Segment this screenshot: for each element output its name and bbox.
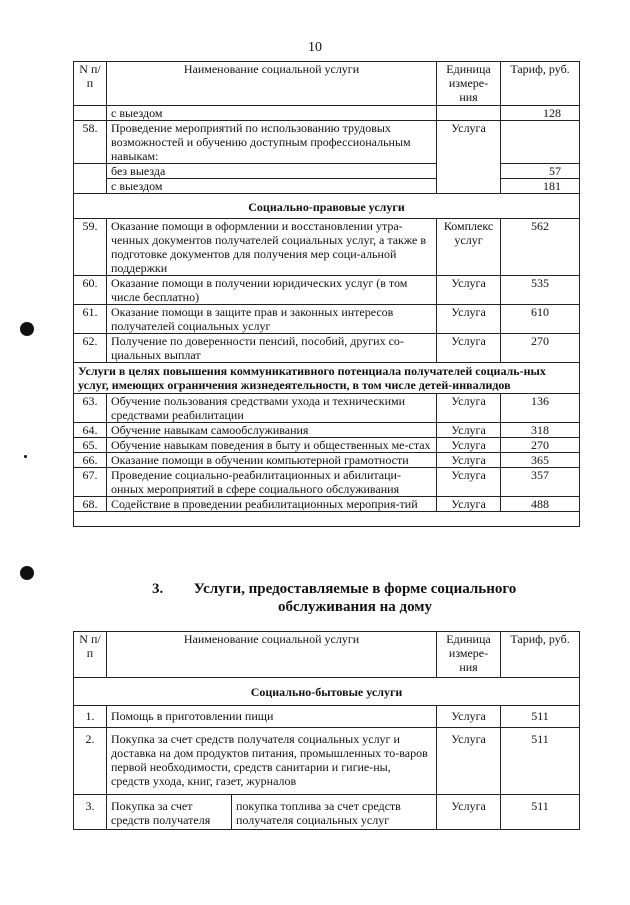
row-name: Проведение мероприятий по использованию трудовых возможностей и обучению доступным профессиональным навыкам: <box>107 121 437 164</box>
row-unit: Услуга <box>437 706 501 728</box>
row-number: 2. <box>74 728 107 795</box>
row-number: 66. <box>74 453 107 468</box>
row-number: 68. <box>74 497 107 512</box>
row-tariff: 128 <box>501 106 580 121</box>
row-name: Содействие в проведении реабилитационных мероприя-тий <box>107 497 437 512</box>
table-row <box>74 423 580 438</box>
row-name: Оказание помощи в получении юридических услуг (в том числе бесплатно) <box>107 276 437 305</box>
row-name: Обучение пользования средствами ухода и техническими средствами реабилитации <box>107 394 437 423</box>
row-tariff: 488 <box>501 497 580 512</box>
section-number: 3. <box>152 581 164 597</box>
row-number <box>74 164 107 179</box>
row-tariff: 181 <box>501 179 580 194</box>
row-name: Оказание помощи в обучении компьютерной грамотности <box>107 453 437 468</box>
table-row <box>74 728 580 795</box>
row-number: 61. <box>74 305 107 334</box>
row-tariff: 562 <box>501 219 580 276</box>
row-number: 58. <box>74 121 107 164</box>
header-number: N п/п <box>74 632 107 678</box>
row-name: Проведение социально-реабилитационных и абилитаци-онных мероприятий в сфере социального обслуживания <box>107 468 437 497</box>
row-number: 62. <box>74 334 107 363</box>
table-header-row <box>74 632 580 678</box>
scan-speck <box>24 455 27 458</box>
empty-cell <box>74 512 580 527</box>
row-name: Обучение навыкам самообслуживания <box>107 423 437 438</box>
row-unit: Услуга <box>437 468 501 497</box>
table-row <box>74 121 580 164</box>
row-tariff: 511 <box>501 706 580 728</box>
row-name-left: Покупка за счет средств получателя <box>107 795 232 830</box>
header-unit: Единица измере-ния <box>437 62 501 106</box>
row-name: с выездом <box>107 106 437 121</box>
page-number: 10 <box>308 40 322 55</box>
row-unit: Услуга <box>437 394 501 423</box>
row-tariff: 136 <box>501 394 580 423</box>
row-unit: Услуга <box>437 453 501 468</box>
row-tariff: 511 <box>501 728 580 795</box>
table-row <box>74 305 580 334</box>
row-unit: Услуга <box>437 438 501 453</box>
row-number: 64. <box>74 423 107 438</box>
row-number: 60. <box>74 276 107 305</box>
row-name: без выезда <box>107 164 437 179</box>
row-tariff: 511 <box>501 795 580 830</box>
row-name: Оказание помощи в оформлении и восстановлении утра-ченных документов получателей социальных услуг, а также в подготовке документов для получения мер соци-альной поддержки <box>107 219 437 276</box>
row-unit: Услуга <box>437 423 501 438</box>
header-number: N п/п <box>74 62 107 106</box>
row-name: Обучение навыкам поведения в быту и общественных ме-стах <box>107 438 437 453</box>
empty-row <box>74 512 580 527</box>
row-unit: Услуга <box>437 334 501 363</box>
table-row <box>74 706 580 728</box>
row-unit: Услуга <box>437 276 501 305</box>
table-row <box>74 179 580 194</box>
table-row <box>74 497 580 512</box>
row-unit: Услуга <box>437 305 501 334</box>
row-tariff: 57 <box>501 164 580 179</box>
section-title: Социально-бытовые услуги <box>74 678 580 706</box>
services-table-1 <box>73 61 580 527</box>
table-row <box>74 795 580 830</box>
table-row <box>74 276 580 305</box>
row-unit: Услуга <box>437 497 501 512</box>
header-name: Наименование социальной услуги <box>107 632 437 678</box>
section-row <box>74 678 580 706</box>
punch-hole-top <box>20 322 34 336</box>
row-tariff: 270 <box>501 334 580 363</box>
row-number: 65. <box>74 438 107 453</box>
row-number <box>74 106 107 121</box>
row-tariff: 365 <box>501 453 580 468</box>
table-row <box>74 164 580 179</box>
table-row <box>74 334 580 363</box>
row-number: 1. <box>74 706 107 728</box>
section-title: Услуги в целях повышения коммуникативного потенциала получателей социаль-ных услуг, имеющих ограничения жизнедеятельности, в том числе детей-инвалидов <box>74 363 580 394</box>
row-tariff: 610 <box>501 305 580 334</box>
row-unit: Услуга <box>437 728 501 795</box>
row-number: 3. <box>74 795 107 830</box>
header-tariff: Тариф, руб. <box>501 632 580 678</box>
row-unit: Услуга <box>437 795 501 830</box>
section-row <box>74 194 580 219</box>
row-name: Помощь в приготовлении пищи <box>107 706 437 728</box>
row-tariff: 357 <box>501 468 580 497</box>
section-title: Услуги, предоставляемые в форме социального обслуживания на дому <box>193 581 517 615</box>
row-unit: Комплекс услуг <box>437 219 501 276</box>
row-unit <box>437 106 501 121</box>
table-row <box>74 468 580 497</box>
header-tariff: Тариф, руб. <box>501 62 580 106</box>
row-name: Покупка за счет средств получателя социальных услуг и доставка на дом продуктов питания, промышленных то-варов первой необходимости, средств санитарии и гигие-ны, средств ухода, книг, газет, журналов <box>107 728 437 795</box>
header-unit: Единица измере-ния <box>437 632 501 678</box>
row-name: с выездом <box>107 179 437 194</box>
row-tariff: 318 <box>501 423 580 438</box>
table-row <box>74 394 580 423</box>
row-tariff: 270 <box>501 438 580 453</box>
services-table-2 <box>73 631 580 830</box>
row-name: Оказание помощи в защите прав и законных интересов получателей социальных услуг <box>107 305 437 334</box>
header-name: Наименование социальной услуги <box>107 62 437 106</box>
row-name: Получение по доверенности пенсий, пособий, других со-циальных выплат <box>107 334 437 363</box>
punch-hole-bottom <box>20 566 34 580</box>
row-number: 67. <box>74 468 107 497</box>
table-row <box>74 438 580 453</box>
row-number <box>74 179 107 194</box>
row-name-right: покупка топлива за счет средств получателя социальных услуг <box>232 795 437 830</box>
row-unit: Услуга <box>437 121 501 194</box>
table-row <box>74 106 580 121</box>
section-row <box>74 363 580 394</box>
row-tariff: 535 <box>501 276 580 305</box>
section-title: Социально-правовые услуги <box>74 194 580 219</box>
table-header-row <box>74 62 580 106</box>
table-row <box>74 219 580 276</box>
row-tariff <box>501 121 580 164</box>
table-row <box>74 453 580 468</box>
row-number: 63. <box>74 394 107 423</box>
row-number: 59. <box>74 219 107 276</box>
